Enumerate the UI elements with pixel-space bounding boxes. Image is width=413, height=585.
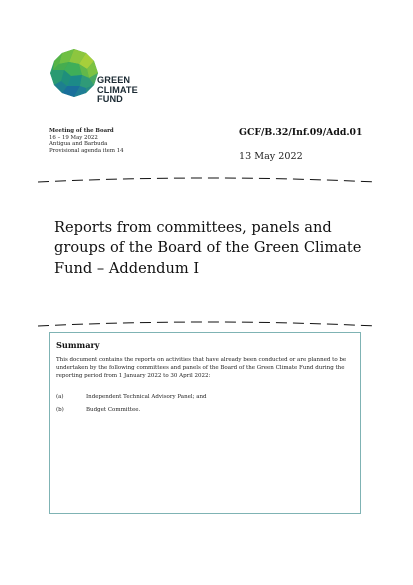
list-item	[56, 406, 358, 419]
logo-wordmark	[97, 76, 138, 105]
list-item-text: Independent Technical Advisory Panel; and	[86, 394, 207, 400]
logo-line: GREEN	[97, 75, 131, 85]
divider-top	[38, 174, 376, 186]
summary-heading: Summary	[56, 340, 100, 350]
meeting-location: Antigua and Barbuda	[49, 141, 108, 148]
document-title: Reports from committees, panels and groups of the Board of the Green Climate Fund – Addendum I	[54, 219, 362, 277]
green-climate-fund-globe-icon	[49, 48, 99, 98]
meeting-agenda: Provisional agenda item 14	[49, 147, 124, 154]
divider-bottom	[38, 318, 376, 330]
list-item	[56, 393, 358, 406]
list-marker: (b)	[56, 407, 64, 413]
meeting-dates: 16 – 19 May 2022	[49, 134, 98, 141]
summary-list	[56, 393, 358, 419]
meeting-info	[49, 128, 124, 154]
list-marker: (a)	[56, 394, 64, 400]
document-reference: GCF/B.32/Inf.09/Add.01	[239, 127, 363, 138]
meeting-title: Meeting of the Board	[49, 128, 114, 134]
logo-line: CLIMATE	[97, 84, 138, 95]
summary-box	[49, 332, 361, 514]
list-item-text: Budget Committee.	[86, 407, 141, 413]
logo-line: FUND	[97, 94, 123, 105]
document-date: 13 May 2022	[239, 151, 303, 162]
summary-text: This document contains the reports on activities that have already been conducted or are planned to be undertaken by the following committees and panels of the Board of the Green Climate Fund during the reporting period from 1 January 2022 to 30 April 2022:	[56, 357, 347, 380]
